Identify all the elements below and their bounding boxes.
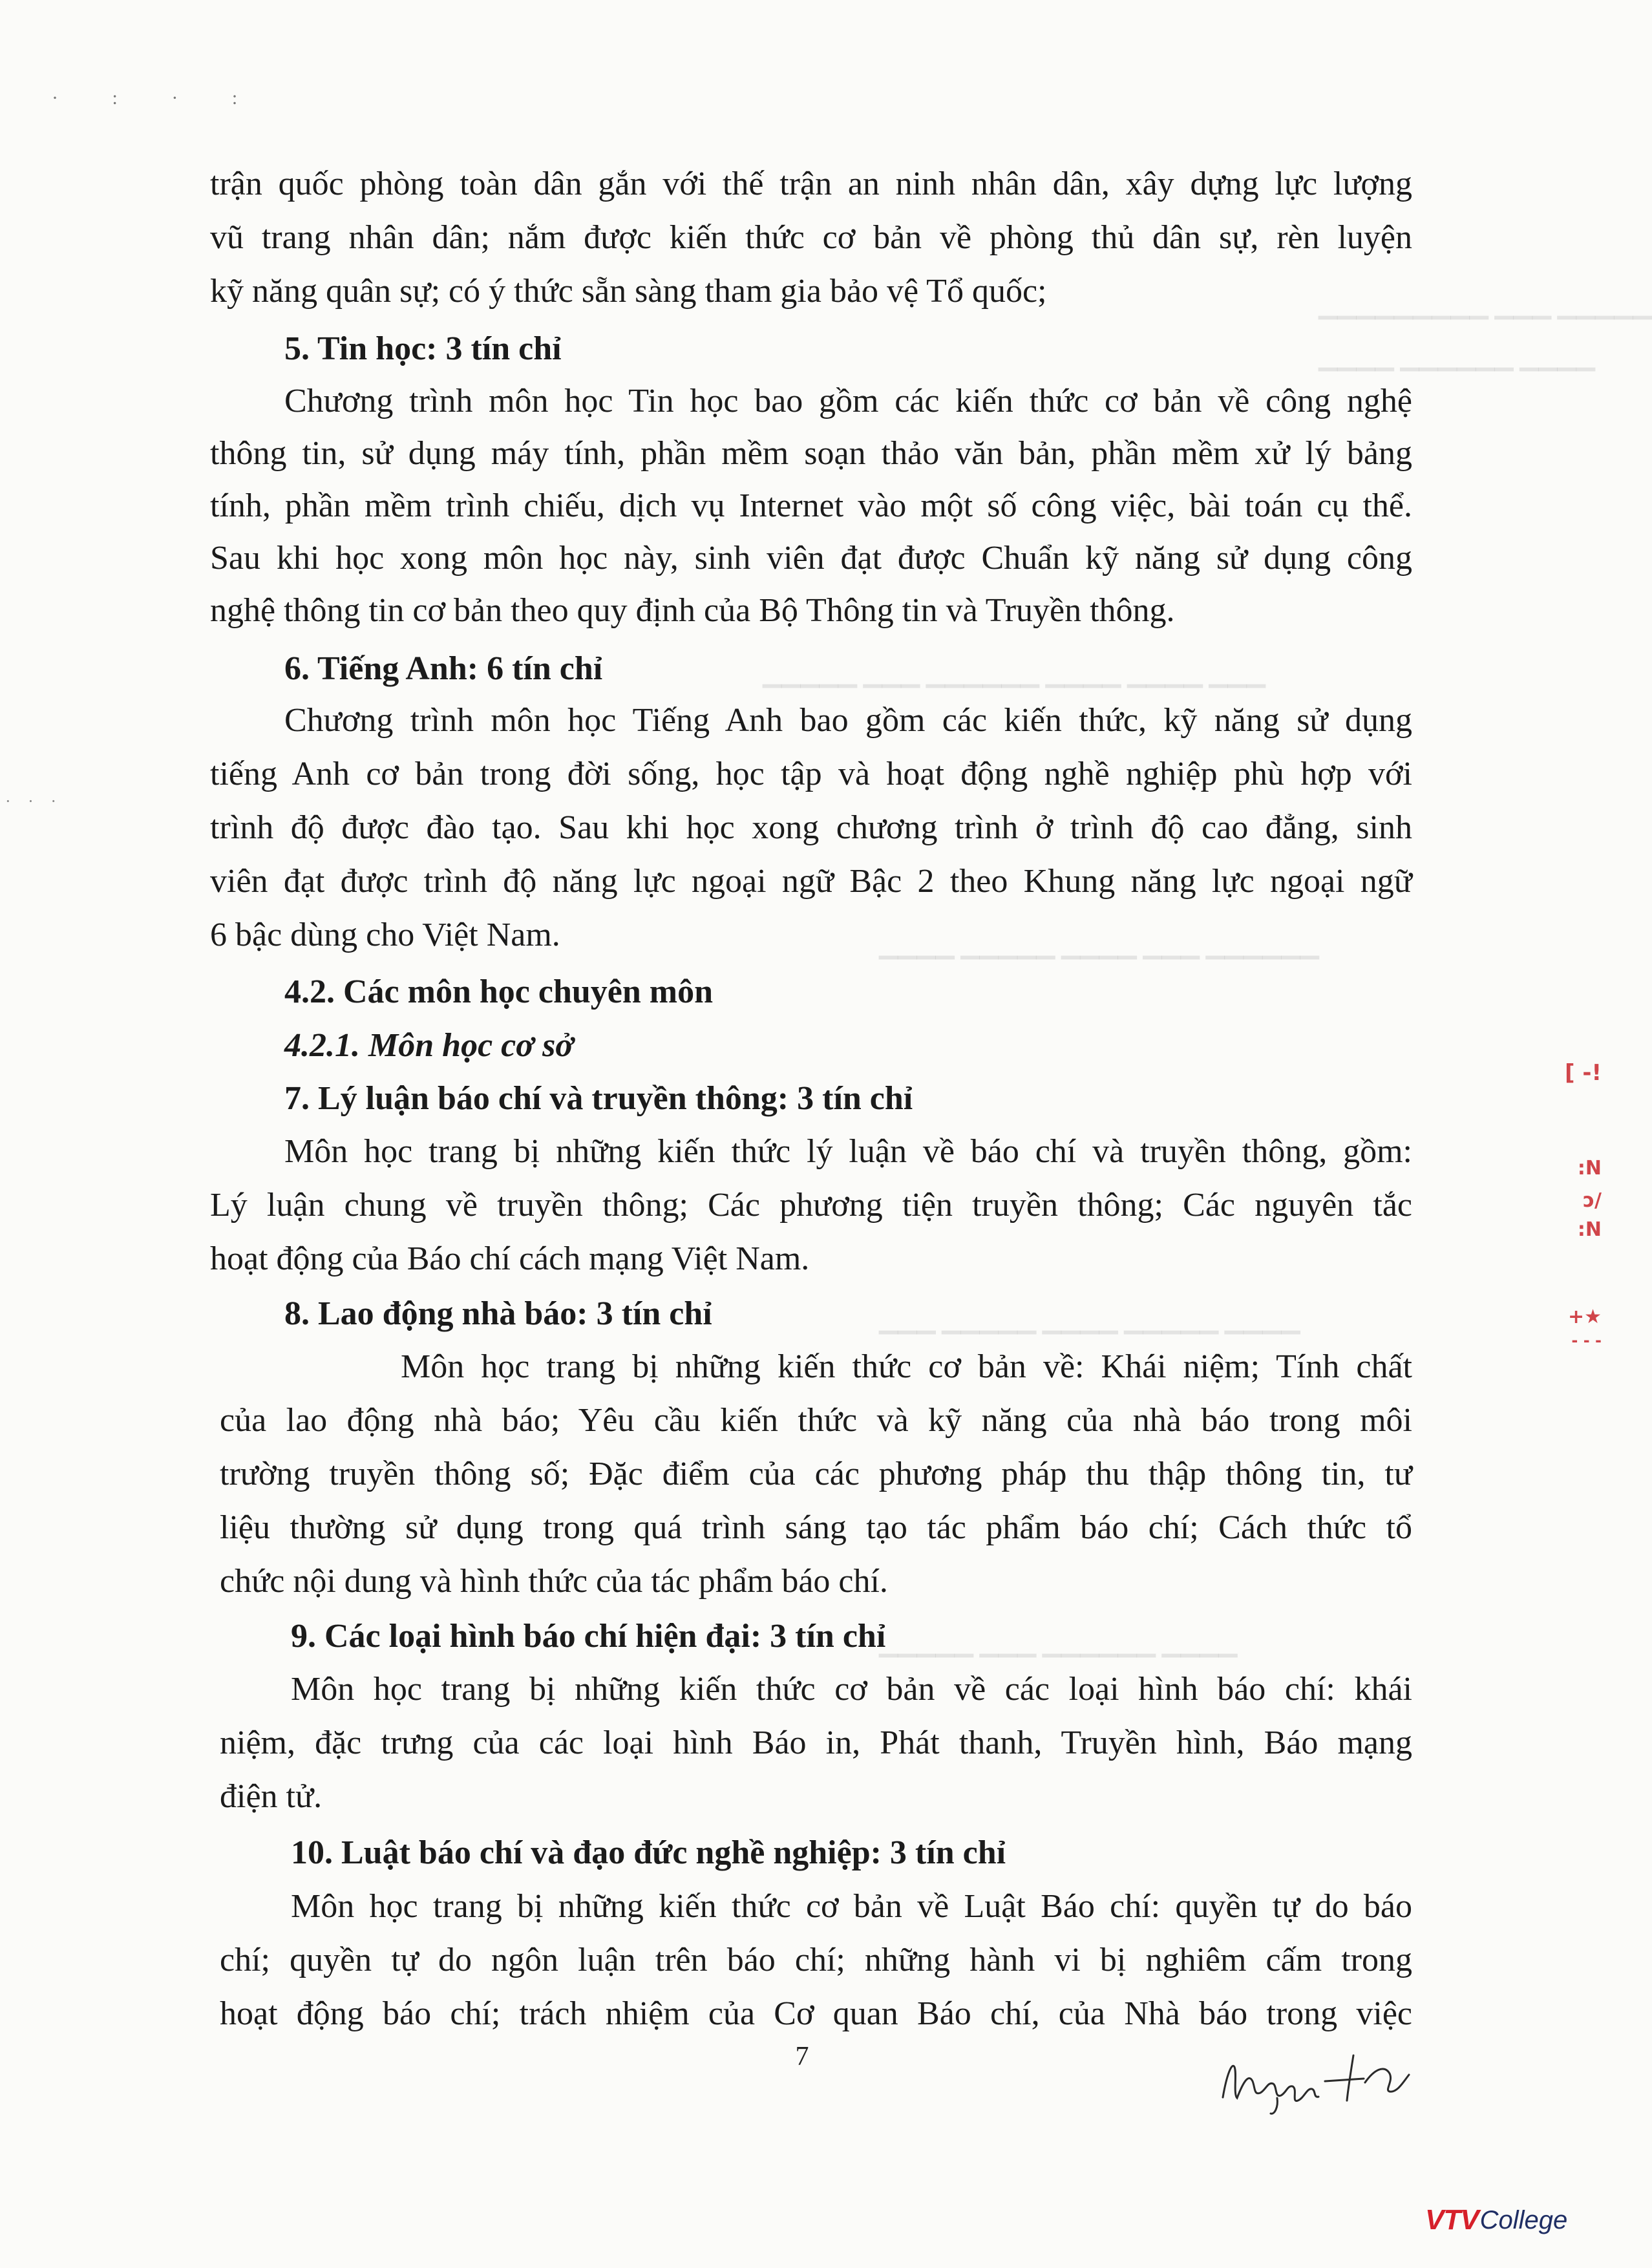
text-line: liệu thường sử dụng trong quá trình sáng tạo tác phẩm báo chí; Cách thức tổ [220, 1509, 1412, 1546]
text-line: trận quốc phòng toàn dân gắn với thế trận an ninh nhân dân, xây dựng lực lượng [210, 165, 1412, 202]
section-heading: 7. Lý luận báo chí và truyền thông: 3 tín chỉ [284, 1080, 913, 1117]
section-heading: 10. Luật báo chí và đạo đức nghề nghiệp: 3 tín chỉ [291, 1834, 1006, 1871]
section-heading: 8. Lao động nhà báo: 3 tín chỉ [284, 1295, 712, 1332]
handwritten-signature [1215, 2036, 1415, 2120]
text-line: trình độ được đào tạo. Sau khi học xong chương trình ở trình độ cao đẳng, sinh [210, 809, 1412, 846]
bleed-through-texture: ▁▁▁▁ ▁▁▁▁▁▁ ▁▁▁▁ [1318, 344, 1596, 371]
text-line: Chương trình môn học Tin học bao gồm các kiến thức cơ bản về công nghệ [284, 383, 1412, 419]
text-line: tính, phần mềm trình chiếu, dịch vụ Internet vào một số công việc, bài toán cụ thể. [210, 487, 1412, 524]
scan-artifact-dots: · · · [5, 792, 63, 811]
text-line: của lao động nhà báo; Yêu cầu kiến thức và kỹ năng của nhà báo trong môi [220, 1402, 1412, 1439]
text-line: Chương trình môn học Tiếng Anh bao gồm các kiến thức, kỹ năng sử dụng [284, 702, 1412, 739]
text-line: vũ trang nhân dân; nắm được kiến thức cơ bản về phòng thủ dân sự, rèn luyện [210, 219, 1412, 256]
section-heading: 9. Các loại hình báo chí hiện đại: 3 tín chỉ [291, 1618, 886, 1655]
text-line: niệm, đặc trưng của các loại hình Báo in, Phát thanh, Truyền hình, Báo mạng [220, 1724, 1412, 1761]
bleed-through-texture: ▁▁▁▁ ▁▁▁▁▁ ▁▁▁▁ ▁▁▁ ▁▁▁▁▁▁ [879, 932, 1319, 959]
text-line: nghệ thông tin cơ bản theo quy định của Bộ Thông tin và Truyền thông. [210, 592, 1175, 629]
text-line: Môn học trang bị những kiến thức cơ bản về Luật Báo chí: quyền tự do báo [291, 1888, 1412, 1925]
text-line: trường truyền thông số; Đặc điểm của các phương pháp thu thập thông tin, tư [220, 1456, 1412, 1492]
text-line: điện tử. [220, 1778, 323, 1815]
text-line: Môn học trang bị những kiến thức cơ bản về các loại hình báo chí: khái [291, 1671, 1412, 1708]
section-heading: 5. Tin học: 3 tín chỉ [284, 330, 562, 367]
text-line: Môn học trang bị những kiến thức cơ bản về: Khái niệm; Tính chất [401, 1348, 1412, 1385]
scan-artifact-dots: · : · : [52, 87, 262, 109]
text-line: chí; quyền tự do ngôn luận trên báo chí; những hành vi bị nghiêm cấm trong [220, 1942, 1412, 1978]
vtv-college-logo: VTV College [1425, 2204, 1568, 2236]
text-line: hoạt động của Báo chí cách mạng Việt Nam. [210, 1240, 810, 1277]
bleed-through-texture: ▁▁▁ ▁▁▁▁▁ ▁▁▁▁ ▁▁▁▁▁ ▁▁▁▁ [879, 1307, 1300, 1334]
text-line: 6 bậc dùng cho Việt Nam. [210, 917, 560, 953]
text-line: chức nội dung và hình thức của tác phẩm báo chí. [220, 1563, 888, 1600]
text-line: Sau khi học xong môn học này, sinh viên đạt được Chuẩn kỹ năng sử dụng công [210, 540, 1412, 577]
text-line: thông tin, sử dụng máy tính, phần mềm soạn thảo văn bản, phần mềm xử lý bảng [210, 435, 1412, 472]
page-number: 7 [795, 2042, 809, 2072]
section-heading: 6. Tiếng Anh: 6 tín chỉ [284, 650, 603, 687]
text-line: Lý luận chung về truyền thông; Các phương tiện truyền thông; Các nguyên tắc [210, 1187, 1412, 1224]
red-seal-fragment: [ -! :N ɔ/ :N +★ - - - [1565, 1060, 1602, 1350]
bleed-through-texture: ▁▁▁▁▁ ▁▁▁ ▁▁▁▁▁▁ ▁▁▁▁ [879, 1630, 1238, 1657]
text-line: viên đạt được trình độ năng lực ngoại ngữ Bậc 2 theo Khung năng lực ngoại ngữ [210, 863, 1412, 900]
bleed-through-texture: ▁▁▁▁▁▁▁▁▁ ▁▁▁ ▁▁▁▁▁ [1318, 292, 1652, 319]
text-line: kỹ năng quân sự; có ý thức sẵn sàng tham gia bảo vệ Tổ quốc; [210, 273, 1047, 310]
section-heading: 4.2. Các môn học chuyên môn [284, 973, 714, 1010]
text-line: hoạt động báo chí; trách nhiệm của Cơ quan Báo chí, của Nhà báo trong việc [220, 1995, 1412, 2032]
text-line: Môn học trang bị những kiến thức lý luận về báo chí và truyền thông, gồm: [284, 1133, 1412, 1170]
text-line: tiếng Anh cơ bản trong đời sống, học tập và hoạt động nghề nghiệp phù hợp với [210, 756, 1412, 792]
bleed-through-texture: ▁▁▁▁▁ ▁▁▁ ▁▁▁▁▁▁ ▁▁▁▁ ▁▁▁▁ ▁▁▁ [763, 661, 1266, 688]
subsection-heading: 4.2.1. Môn học cơ sở [284, 1027, 574, 1064]
